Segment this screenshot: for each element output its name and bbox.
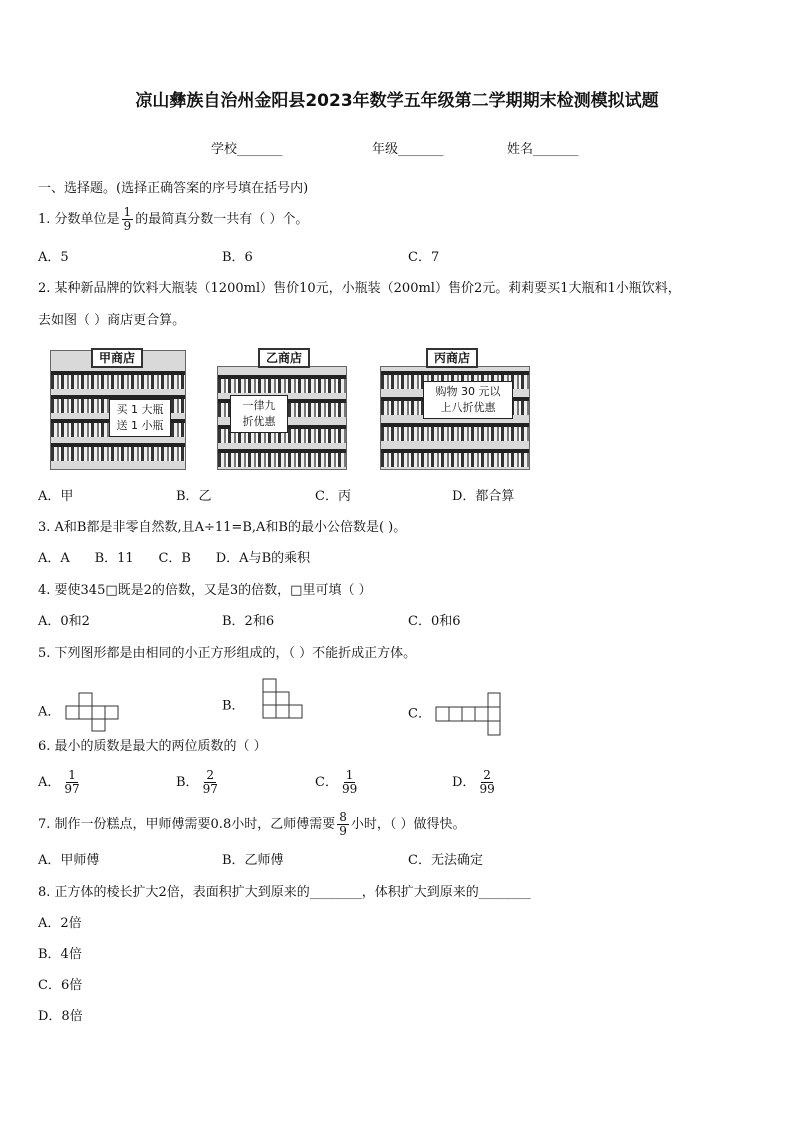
q6-d-den: 99	[479, 782, 495, 796]
q6-option-d	[452, 768, 499, 798]
section-heading: 一、选择题。(选择正确答案的序号填在括号内)	[38, 181, 309, 196]
store-bing-sign-line2: 上八折优惠	[440, 401, 496, 414]
q8-option-c: C．6倍	[38, 978, 83, 993]
store-jia-sign	[109, 399, 171, 437]
page-title: 凉山彝族自治州金阳县2023年数学五年级第二学期期末检测模拟试题	[135, 91, 659, 111]
q7-frac-den: 9	[339, 824, 347, 838]
q7-option-b: B．乙师傅	[222, 853, 284, 868]
q5-option-a-label: A．	[38, 704, 61, 720]
store-bing-sign	[423, 381, 513, 419]
store-yi-sign-line2: 折优惠	[242, 415, 276, 428]
q1-option-a: A．5	[38, 250, 69, 265]
cube-net-c	[435, 692, 501, 736]
q6-c-num: 1	[345, 768, 354, 782]
name-field: 姓名_______	[507, 142, 579, 157]
store-bing-label: 丙商店	[426, 348, 478, 368]
store-yi-label: 乙商店	[258, 348, 310, 368]
cube-net-b	[249, 678, 303, 720]
q6-d-fraction	[477, 769, 496, 796]
q5-option-b-label: B．	[222, 698, 245, 714]
question-4: 4. 要使345□既是2的倍数，又是3的倍数，□里可填（ ）	[38, 583, 372, 598]
q1-frac-den: 9	[123, 219, 132, 233]
q1-fraction	[122, 206, 134, 233]
question-2-line2: 去如图（ ）商店更合算。	[38, 313, 186, 328]
q7-fraction	[337, 811, 349, 838]
q8-option-d: D．8倍	[38, 1009, 83, 1024]
question-2-line1: 2. 某种新品牌的饮料大瓶装（1200ml）售价10元，小瓶装（200ml）售价2元。莉莉要买1大瓶和1小瓶饮料，	[38, 281, 681, 296]
store-jia-sign-line2: 送 1 小瓶	[116, 419, 164, 432]
question-5: 5. 下列图形都是由相同的小正方形组成的，（ ）不能折成正方体。	[38, 646, 417, 661]
q6-c-den: 99	[341, 782, 358, 796]
store-jia-label: 甲商店	[91, 348, 143, 368]
question-6: 6. 最小的质数是最大的两位质数的（ ）	[38, 739, 267, 754]
q7-pre: 7. 制作一份糕点，甲师傅需要0.8小时，乙师傅需要	[38, 817, 336, 832]
q5-option-c-label: C．	[408, 706, 431, 722]
q6-d-label: D．	[452, 775, 476, 790]
store-photo-jia	[50, 350, 186, 470]
q8-option-b: B．4倍	[38, 947, 82, 962]
q2-option-d: D．都合算	[452, 489, 515, 504]
q8-option-a: A．2倍	[38, 916, 82, 931]
q6-option-b	[176, 768, 222, 798]
q1-option-b: B．6	[222, 250, 253, 265]
q2-option-b: B．乙	[176, 489, 212, 504]
q6-b-den: 97	[202, 782, 218, 796]
store-photo-bing	[380, 366, 530, 470]
q6-b-num: 2	[206, 768, 215, 782]
q6-c-fraction	[340, 769, 359, 796]
q4-option-a: A．0和2	[38, 614, 90, 629]
q7-option-c: C．无法确定	[408, 853, 483, 868]
school-field: 学校_______	[211, 142, 283, 157]
q6-b-fraction	[201, 769, 220, 796]
store-yi-sign-line1: 一律九	[242, 399, 276, 412]
store-bing-sign-line1: 购物 30 元以	[435, 385, 501, 398]
q6-a-num: 1	[68, 768, 76, 782]
q6-b-label: B．	[176, 775, 199, 790]
store-yi-sign	[230, 395, 288, 433]
q6-d-num: 2	[483, 768, 491, 782]
store-jia-sign-line1: 买 1 大瓶	[116, 403, 164, 416]
q1-post: 的最简真分数一共有（ ）个。	[135, 212, 309, 227]
q6-a-label: A．	[38, 775, 61, 790]
q4-option-c: C．0和6	[408, 614, 461, 629]
q7-option-a: A．甲师傅	[38, 853, 100, 868]
q6-c-label: C．	[315, 775, 338, 790]
q5-option-c	[408, 692, 501, 736]
q7-post: 小时，（ ）做得快。	[350, 817, 466, 832]
q2-option-c: C．丙	[315, 489, 351, 504]
q7-frac-num: 8	[339, 810, 347, 824]
q1-pre: 1. 分数单位是	[38, 212, 120, 227]
q5-option-b	[222, 692, 303, 720]
q6-a-den: 97	[64, 782, 80, 796]
q1-frac-num: 1	[123, 205, 132, 219]
store-photo-yi	[217, 366, 347, 470]
q6-option-a	[38, 768, 84, 798]
question-1	[38, 205, 308, 235]
question-3: 3. A和B都是非零自然数,且A÷11=B,A和B的最小公倍数是( )。	[38, 520, 407, 535]
cube-net-a	[65, 692, 119, 732]
q4-option-b: B．2和6	[222, 614, 275, 629]
question-7	[38, 810, 466, 840]
question-8: 8. 正方体的棱长扩大2倍，表面积扩大到原来的________，体积扩大到原来的________	[38, 885, 531, 900]
q6-option-c	[315, 768, 361, 798]
q3-options: A．A B．11 C．B D．A与B的乘积	[38, 551, 311, 566]
q5-option-a	[38, 692, 119, 732]
q2-option-a: A．甲	[38, 489, 74, 504]
q1-option-c: C．7	[408, 250, 440, 265]
grade-field: 年级_______	[372, 142, 444, 157]
q6-a-fraction	[62, 769, 81, 796]
